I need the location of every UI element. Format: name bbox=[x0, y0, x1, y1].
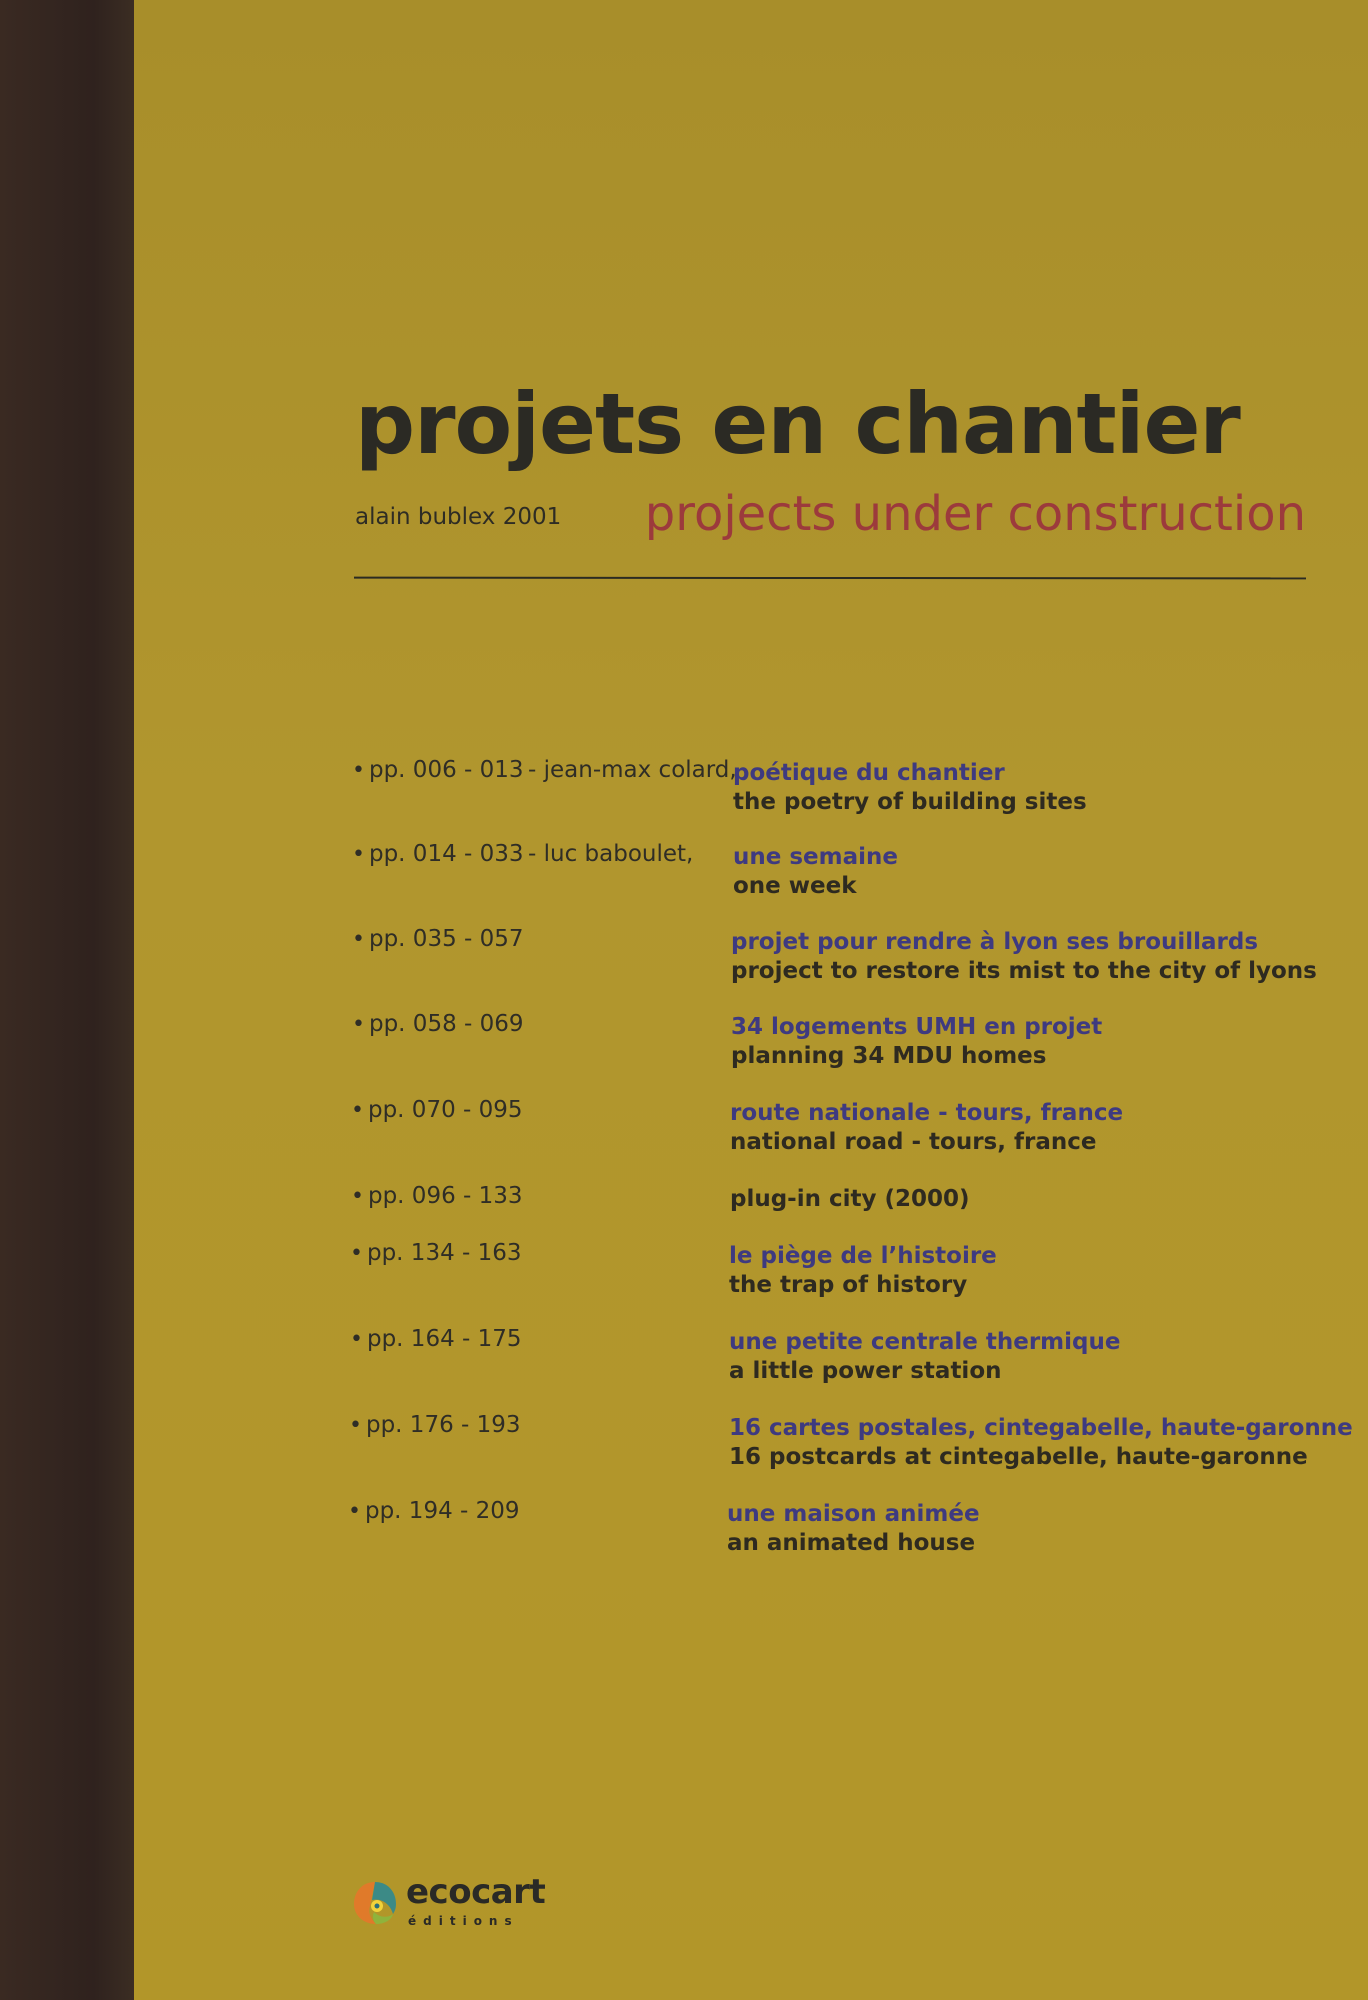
toc-pages bbox=[352, 926, 524, 952]
toc-title-en: 16 postcards at cintegabelle, haute-garonne bbox=[729, 1444, 1308, 1470]
page-range: pp. 058 - 069 bbox=[368, 1011, 524, 1037]
bullet-icon: • bbox=[352, 842, 365, 867]
toc-titles bbox=[733, 759, 1087, 817]
page-range: pp. 014 - 033 bbox=[368, 841, 524, 867]
page-range: pp. 006 - 013 bbox=[368, 757, 524, 783]
toc-pages bbox=[352, 841, 524, 867]
toc-title-en: one week bbox=[733, 873, 857, 899]
toc-pages bbox=[351, 1183, 523, 1209]
toc-title-fr: une petite centrale thermique bbox=[729, 1329, 1121, 1355]
toc-author: - luc baboulet, bbox=[528, 841, 694, 867]
toc-title-en: the trap of history bbox=[729, 1272, 968, 1298]
page-range: pp. 096 - 133 bbox=[367, 1183, 523, 1209]
toc-title-fr: le piège de l’histoire bbox=[729, 1243, 997, 1269]
toc-pages bbox=[352, 1011, 524, 1037]
ecocart-swirl-icon bbox=[350, 1878, 400, 1928]
toc-titles bbox=[731, 928, 1317, 986]
toc-title-en: plug-in city (2000) bbox=[730, 1186, 970, 1212]
bullet-icon: • bbox=[352, 1012, 365, 1037]
toc-titles bbox=[729, 1414, 1353, 1472]
toc-pages bbox=[350, 1326, 522, 1352]
publisher-name: ecocart bbox=[406, 1872, 546, 1912]
toc-title-fr: 34 logements UMH en projet bbox=[731, 1014, 1103, 1040]
toc-titles bbox=[733, 843, 898, 901]
page-range: pp. 164 - 175 bbox=[366, 1326, 522, 1352]
page-range: pp. 035 - 057 bbox=[368, 926, 524, 952]
publisher-logo bbox=[350, 1872, 570, 1932]
toc-titles bbox=[730, 1099, 1123, 1157]
cover-subtitle: projects under construction bbox=[644, 486, 1306, 542]
toc-author: - jean-max colard, bbox=[528, 757, 737, 783]
toc-titles bbox=[730, 1185, 970, 1214]
toc-title-fr: projet pour rendre à lyon ses brouillards bbox=[731, 929, 1259, 955]
toc-title-en: an animated house bbox=[727, 1530, 976, 1556]
bullet-icon: • bbox=[351, 1184, 364, 1209]
bullet-icon: • bbox=[352, 758, 365, 783]
page-range: pp. 194 - 209 bbox=[364, 1498, 520, 1524]
bullet-icon: • bbox=[351, 1098, 364, 1123]
toc-titles bbox=[729, 1242, 997, 1300]
toc-title-fr: route nationale - tours, france bbox=[730, 1100, 1124, 1126]
page-range: pp. 070 - 095 bbox=[367, 1097, 523, 1123]
toc-pages bbox=[348, 1498, 520, 1524]
bullet-icon: • bbox=[349, 1413, 362, 1438]
page-range: pp. 134 - 163 bbox=[366, 1240, 522, 1266]
page-range: pp. 176 - 193 bbox=[365, 1412, 521, 1438]
toc-title-fr: une semaine bbox=[733, 844, 898, 870]
toc-titles bbox=[727, 1500, 980, 1558]
toc-title-en: project to restore its mist to the city of lyons bbox=[731, 958, 1317, 984]
bullet-icon: • bbox=[352, 927, 365, 952]
toc-title-en: planning 34 MDU homes bbox=[731, 1043, 1047, 1069]
toc-titles bbox=[731, 1013, 1102, 1071]
toc-titles bbox=[729, 1328, 1120, 1386]
bullet-icon: • bbox=[350, 1327, 363, 1352]
cover-title: projets en chantier bbox=[355, 375, 1240, 473]
toc-title-fr: une maison animée bbox=[727, 1501, 980, 1527]
publisher-subtitle: éditions bbox=[408, 1914, 519, 1928]
toc-title-en: a little power station bbox=[729, 1358, 1002, 1384]
cover-author-year: alain bublex 2001 bbox=[355, 504, 562, 530]
bullet-icon: • bbox=[348, 1499, 361, 1524]
toc-title-fr: 16 cartes postales, cintegabelle, haute-garonne bbox=[729, 1415, 1353, 1441]
toc-title-en: national road - tours, france bbox=[730, 1129, 1097, 1155]
toc-pages bbox=[351, 1097, 523, 1123]
toc-title-en: the poetry of building sites bbox=[733, 789, 1087, 815]
toc-pages bbox=[349, 1412, 521, 1438]
toc-pages bbox=[352, 757, 524, 783]
toc-title-fr: poétique du chantier bbox=[733, 760, 1005, 786]
toc-pages bbox=[350, 1240, 522, 1266]
bullet-icon: • bbox=[350, 1241, 363, 1266]
